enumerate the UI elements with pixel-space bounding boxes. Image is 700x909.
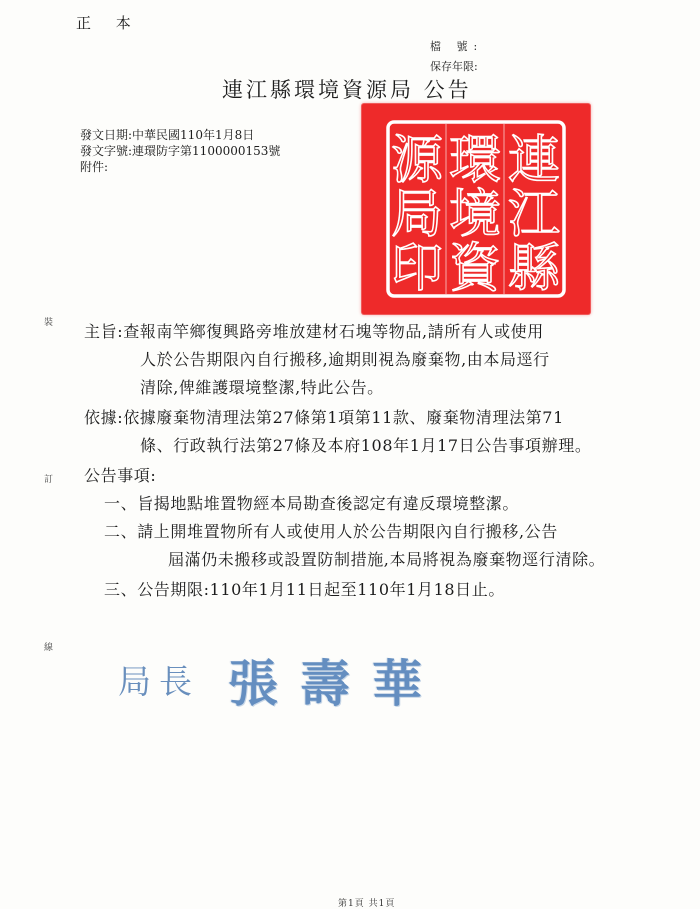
issue-date: 發文日期:中華民國110年1月8日 (80, 128, 255, 142)
svg-text:環: 環 (448, 131, 502, 191)
director-title: 局長 (118, 662, 200, 701)
binding-mark-staple: 訂 (44, 475, 54, 485)
seal-stamp-graphic (362, 104, 590, 314)
svg-text:源: 源 (390, 131, 444, 191)
svg-text:印: 印 (390, 239, 444, 299)
retention-period-label: 保存年限: (430, 60, 478, 73)
subject-line-3: 清除,俾維護環境整潔,特此公告。 (140, 378, 384, 397)
notice-heading: 公告事項: (84, 466, 157, 485)
binding-mark-bind: 裝 (44, 318, 54, 328)
basis-line-1: 依據:依據廢棄物清理法第27條第1項第11款、廢棄物清理法第71 (84, 408, 564, 427)
subject-line-1: 主旨:查報南竿鄉復興路旁堆放建材石塊等物品,請所有人或使用 (84, 322, 544, 341)
notice-item-3: 三、公告期限:110年1月11日起至110年1月18日止。 (104, 580, 505, 599)
document-number: 發文字號:連環防字第1100000153號 (80, 144, 281, 158)
svg-text:局: 局 (390, 185, 444, 245)
svg-text:境: 境 (448, 185, 502, 245)
basis-line-2: 條、行政執行法第27條及本府108年1月17日公告事項辦理。 (140, 436, 592, 455)
page-number: 第1頁 共1頁 (338, 899, 396, 909)
notice-item-2-line-2: 屆滿仍未搬移或設置防制措施,本局將視為廢棄物逕行清除。 (168, 550, 606, 569)
svg-text:連: 連 (507, 131, 561, 191)
original-copy-mark: 正 本 (76, 14, 141, 32)
attachment-label: 附件: (80, 160, 109, 174)
director-signature: 張壽華 (228, 654, 444, 713)
svg-text:資: 資 (448, 239, 502, 299)
document-title: 連江縣環境資源局 公告 (222, 78, 472, 102)
subject-line-2: 人於公告期限內自行搬移,逾期則視為廢棄物,由本局逕行 (140, 350, 550, 369)
official-seal (362, 104, 590, 314)
notice-item-2-line-1: 二、請上開堆置物所有人或使用人於公告期限內自行搬移,公告 (104, 522, 558, 541)
binding-mark-line: 線 (44, 643, 54, 653)
file-number-label: 檔 號: (430, 40, 484, 53)
svg-text:縣: 縣 (507, 239, 561, 299)
notice-item-1: 一、旨揭地點堆置物經本局勘查後認定有違反環境整潔。 (104, 494, 520, 513)
svg-text:江: 江 (507, 185, 561, 245)
